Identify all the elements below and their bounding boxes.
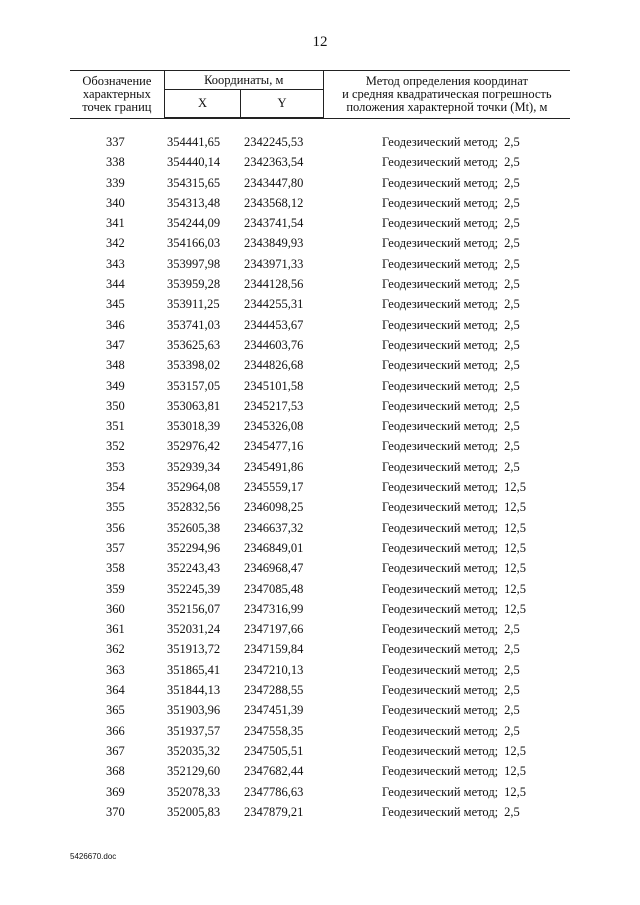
accuracy: 2,5 [504,642,520,657]
table-row [70,802,570,822]
coord-x: 353018,39 [167,419,221,434]
coord-y: 2345101,58 [244,378,304,393]
table-row [70,700,570,720]
table-row [70,579,570,599]
header-point-line-1: Обозначение [82,73,152,88]
table-row [70,639,570,659]
accuracy: 2,5 [504,175,520,190]
method-text: Геодезический метод; [382,601,499,616]
method [382,457,520,477]
method [382,700,520,720]
method-text: Геодезический метод; [382,317,499,332]
table-row [70,497,570,517]
method-text: Геодезический метод; [382,520,499,535]
coord-y: 2347085,48 [244,581,304,596]
page-number: 12 [312,34,328,50]
point-number: 354 [106,480,125,495]
coord-y: 2343849,93 [244,236,304,251]
table-row [70,477,570,497]
coord-y: 2347210,13 [244,662,304,677]
point-number: 343 [106,256,125,271]
point-number: 356 [106,520,125,535]
coord-y: 2346968,47 [244,561,304,576]
coord-x: 352005,83 [167,804,221,819]
method [382,173,520,193]
method [382,274,520,294]
table-row [70,538,570,558]
table-row [70,335,570,355]
coord-x: 352156,07 [167,601,221,616]
accuracy: 2,5 [504,804,520,819]
coord-y: 2342363,54 [244,155,304,170]
method [382,782,526,802]
point-number: 363 [106,662,125,677]
table-header [70,70,570,119]
accuracy: 12,5 [504,561,527,576]
coord-x: 352243,43 [167,561,221,576]
coord-y: 2344603,76 [244,337,304,352]
accuracy: 2,5 [504,256,520,271]
method-text: Геодезический метод; [382,195,499,210]
point-number: 348 [106,358,125,373]
coord-y: 2346637,32 [244,520,304,535]
accuracy: 12,5 [504,764,527,779]
table-row [70,761,570,781]
accuracy: 2,5 [504,419,520,434]
accuracy: 2,5 [504,459,520,474]
accuracy: 12,5 [504,540,527,555]
method-text: Геодезический метод; [382,743,499,758]
coord-y: 2344128,56 [244,277,304,292]
method [382,193,520,213]
table-row [70,457,570,477]
header-coordinates-title: Координаты, м [164,71,323,90]
method [382,518,526,538]
accuracy: 2,5 [504,703,520,718]
point-number: 366 [106,723,125,738]
coord-x: 353157,05 [167,378,221,393]
coord-x: 351844,13 [167,683,221,698]
coord-y: 2347159,84 [244,642,304,657]
method-text: Геодезический метод; [382,480,499,495]
point-number: 360 [106,601,125,616]
method [382,802,520,822]
point-number: 353 [106,459,125,474]
table-row [70,315,570,335]
point-number: 338 [106,155,125,170]
coord-x: 353063,81 [167,398,221,413]
accuracy: 2,5 [504,135,520,149]
method [382,294,520,314]
accuracy: 12,5 [504,743,527,758]
table-row [70,274,570,294]
table-row [70,396,570,416]
coord-x: 353911,25 [167,297,220,312]
coord-x: 354244,09 [167,216,221,231]
coord-y: 2346849,01 [244,540,304,555]
table-row [70,152,570,172]
point-number: 357 [106,540,125,555]
coord-y: 2343447,80 [244,175,304,190]
coord-x: 353398,02 [167,358,221,373]
accuracy: 2,5 [504,439,520,454]
coord-y: 2347786,63 [244,784,304,799]
table-row [70,376,570,396]
coord-x: 353959,28 [167,277,221,292]
accuracy: 2,5 [504,398,520,413]
method [382,355,520,375]
coord-x: 352245,39 [167,581,221,596]
point-number: 359 [106,581,125,596]
accuracy: 2,5 [504,297,520,312]
point-number: 337 [106,135,125,149]
point-number: 355 [106,500,125,515]
coord-y: 2345326,08 [244,419,304,434]
point-number: 346 [106,317,125,332]
method-text: Геодезический метод; [382,236,499,251]
coord-y: 2347682,44 [244,764,304,779]
method-text: Геодезический метод; [382,642,499,657]
coord-y: 2347316,99 [244,601,304,616]
coord-y: 2343971,33 [244,256,304,271]
point-number: 351 [106,419,125,434]
header-method-line-1: Метод определения координат [365,73,528,88]
accuracy: 2,5 [504,662,520,677]
method-text: Геодезический метод; [382,419,499,434]
coord-y: 2347288,55 [244,683,304,698]
coord-x: 352832,56 [167,500,221,515]
coord-x: 354166,03 [167,236,221,251]
method-text: Геодезический метод; [382,703,499,718]
method-text: Геодезический метод; [382,398,499,413]
method-text: Геодезический метод; [382,175,499,190]
method-text: Геодезический метод; [382,135,499,149]
table-row [70,599,570,619]
point-number: 370 [106,804,125,819]
table-row [70,213,570,233]
method-text: Геодезический метод; [382,297,499,312]
method [382,721,520,741]
coord-y: 2347558,35 [244,723,304,738]
coord-x: 351865,41 [167,662,221,677]
point-number: 352 [106,439,125,454]
method [382,599,526,619]
method-text: Геодезический метод; [382,378,499,393]
accuracy: 12,5 [504,480,527,495]
point-number: 347 [106,337,125,352]
method [382,213,520,233]
point-number: 344 [106,277,125,292]
coord-y: 2344255,31 [244,297,304,312]
point-number: 349 [106,378,125,393]
method [382,396,520,416]
coord-x: 351913,72 [167,642,221,657]
coord-y: 2347451,39 [244,703,304,718]
accuracy: 2,5 [504,195,520,210]
method-text: Геодезический метод; [382,561,499,576]
accuracy: 2,5 [504,317,520,332]
method [382,497,526,517]
table-row [70,416,570,436]
method-text: Геодезический метод; [382,622,499,637]
coord-x: 352964,08 [167,480,221,495]
method [382,660,520,680]
accuracy: 2,5 [504,622,520,637]
coord-y: 2345559,17 [244,480,304,495]
accuracy: 12,5 [504,601,527,616]
coord-y: 2342245,53 [244,135,304,149]
point-number: 340 [106,195,125,210]
coord-x: 354440,14 [167,155,221,170]
point-number: 350 [106,398,125,413]
coord-y: 2347879,21 [244,804,304,819]
method-text: Геодезический метод; [382,723,499,738]
accuracy: 12,5 [504,520,527,535]
table-row [70,619,570,639]
method-text: Геодезический метод; [382,256,499,271]
coord-x: 354313,48 [167,195,221,210]
coord-x: 352035,32 [167,743,221,758]
method-text: Геодезический метод; [382,662,499,677]
header-point-line-3: точек границ [82,99,152,114]
point-number: 361 [106,622,125,637]
accuracy: 12,5 [504,784,527,799]
coord-y: 2347197,66 [244,622,304,637]
table-row [70,741,570,761]
accuracy: 2,5 [504,216,520,231]
point-number: 364 [106,683,125,698]
method [382,761,526,781]
coord-y: 2345477,16 [244,439,304,454]
point-number: 341 [106,216,125,231]
method [382,335,520,355]
header-method [323,71,570,118]
coord-x: 352031,24 [167,622,221,637]
table-row [70,254,570,274]
coord-x: 354315,65 [167,175,221,190]
method [382,376,520,396]
coord-x: 352294,96 [167,540,221,555]
header-point-line-2: характерных [82,86,151,101]
accuracy: 2,5 [504,723,520,738]
method [382,538,526,558]
accuracy: 12,5 [504,500,527,515]
table-row [70,436,570,456]
point-number: 367 [106,743,125,758]
document-id: 5426670.doc [70,852,117,861]
coord-x: 351903,96 [167,703,221,718]
method-text: Геодезический метод; [382,784,499,799]
accuracy: 2,5 [504,378,520,393]
accuracy: 2,5 [504,236,520,251]
table-row [70,193,570,213]
coord-y: 2344826,68 [244,358,304,373]
point-number: 368 [106,764,125,779]
method-text: Геодезический метод; [382,358,499,373]
point-number: 365 [106,703,125,718]
table-row [70,558,570,578]
coord-x: 352129,60 [167,764,221,779]
coord-y: 2346098,25 [244,500,304,515]
point-number: 345 [106,297,125,312]
method [382,639,520,659]
table-row [70,132,570,152]
table-body [70,132,570,822]
method-text: Геодезический метод; [382,337,499,352]
table-row [70,294,570,314]
coord-x: 352605,38 [167,520,221,535]
point-number: 358 [106,561,125,576]
point-number: 369 [106,784,125,799]
table-row [70,721,570,741]
method-text: Геодезический метод; [382,683,499,698]
coord-y: 2343741,54 [244,216,304,231]
coord-y: 2343568,12 [244,195,304,210]
table-row [70,355,570,375]
table-row [70,782,570,802]
method [382,436,520,456]
method-text: Геодезический метод; [382,581,499,596]
coord-x: 352078,33 [167,784,221,799]
table-row [70,660,570,680]
method [382,233,520,253]
coord-y: 2344453,67 [244,317,304,332]
table-row [70,233,570,253]
accuracy: 12,5 [504,581,527,596]
coord-x: 353625,63 [167,337,221,352]
coord-y: 2345217,53 [244,398,304,413]
header-y: Y [241,90,323,118]
method [382,477,526,497]
method [382,579,526,599]
point-number: 362 [106,642,125,657]
table-row [70,680,570,700]
header-point-designation [70,71,164,118]
accuracy: 2,5 [504,358,520,373]
method-text: Геодезический метод; [382,459,499,474]
coord-x: 353741,03 [167,317,221,332]
method-text: Геодезический метод; [382,216,499,231]
accuracy: 2,5 [504,337,520,352]
method-text: Геодезический метод; [382,540,499,555]
table-row [70,173,570,193]
coord-x: 353997,98 [167,256,221,271]
method [382,315,520,335]
method [382,558,526,578]
method [382,416,520,436]
method-text: Геодезический метод; [382,155,499,170]
accuracy: 2,5 [504,155,520,170]
method [382,619,520,639]
coord-x: 352939,34 [167,459,221,474]
method [382,741,526,761]
header-method-line-2: и средняя квадратическая погрешность [342,86,552,101]
coord-y: 2347505,51 [244,743,304,758]
accuracy: 2,5 [504,277,520,292]
coord-x: 351937,57 [167,723,221,738]
accuracy: 2,5 [504,683,520,698]
coord-x: 352976,42 [167,439,221,454]
method [382,152,520,172]
method-text: Геодезический метод; [382,804,499,819]
header-x: X [164,90,241,118]
method-text: Геодезический метод; [382,439,499,454]
coord-x: 354441,65 [167,135,221,149]
coord-y: 2345491,86 [244,459,304,474]
point-number: 342 [106,236,125,251]
method [382,254,520,274]
header-method-line-3: положения характерной точки (Mt), м [346,99,548,114]
method-text: Геодезический метод; [382,277,499,292]
method [382,132,520,152]
point-number: 339 [106,175,125,190]
method-text: Геодезический метод; [382,500,499,515]
method-text: Геодезический метод; [382,764,499,779]
table-row [70,518,570,538]
method [382,680,520,700]
